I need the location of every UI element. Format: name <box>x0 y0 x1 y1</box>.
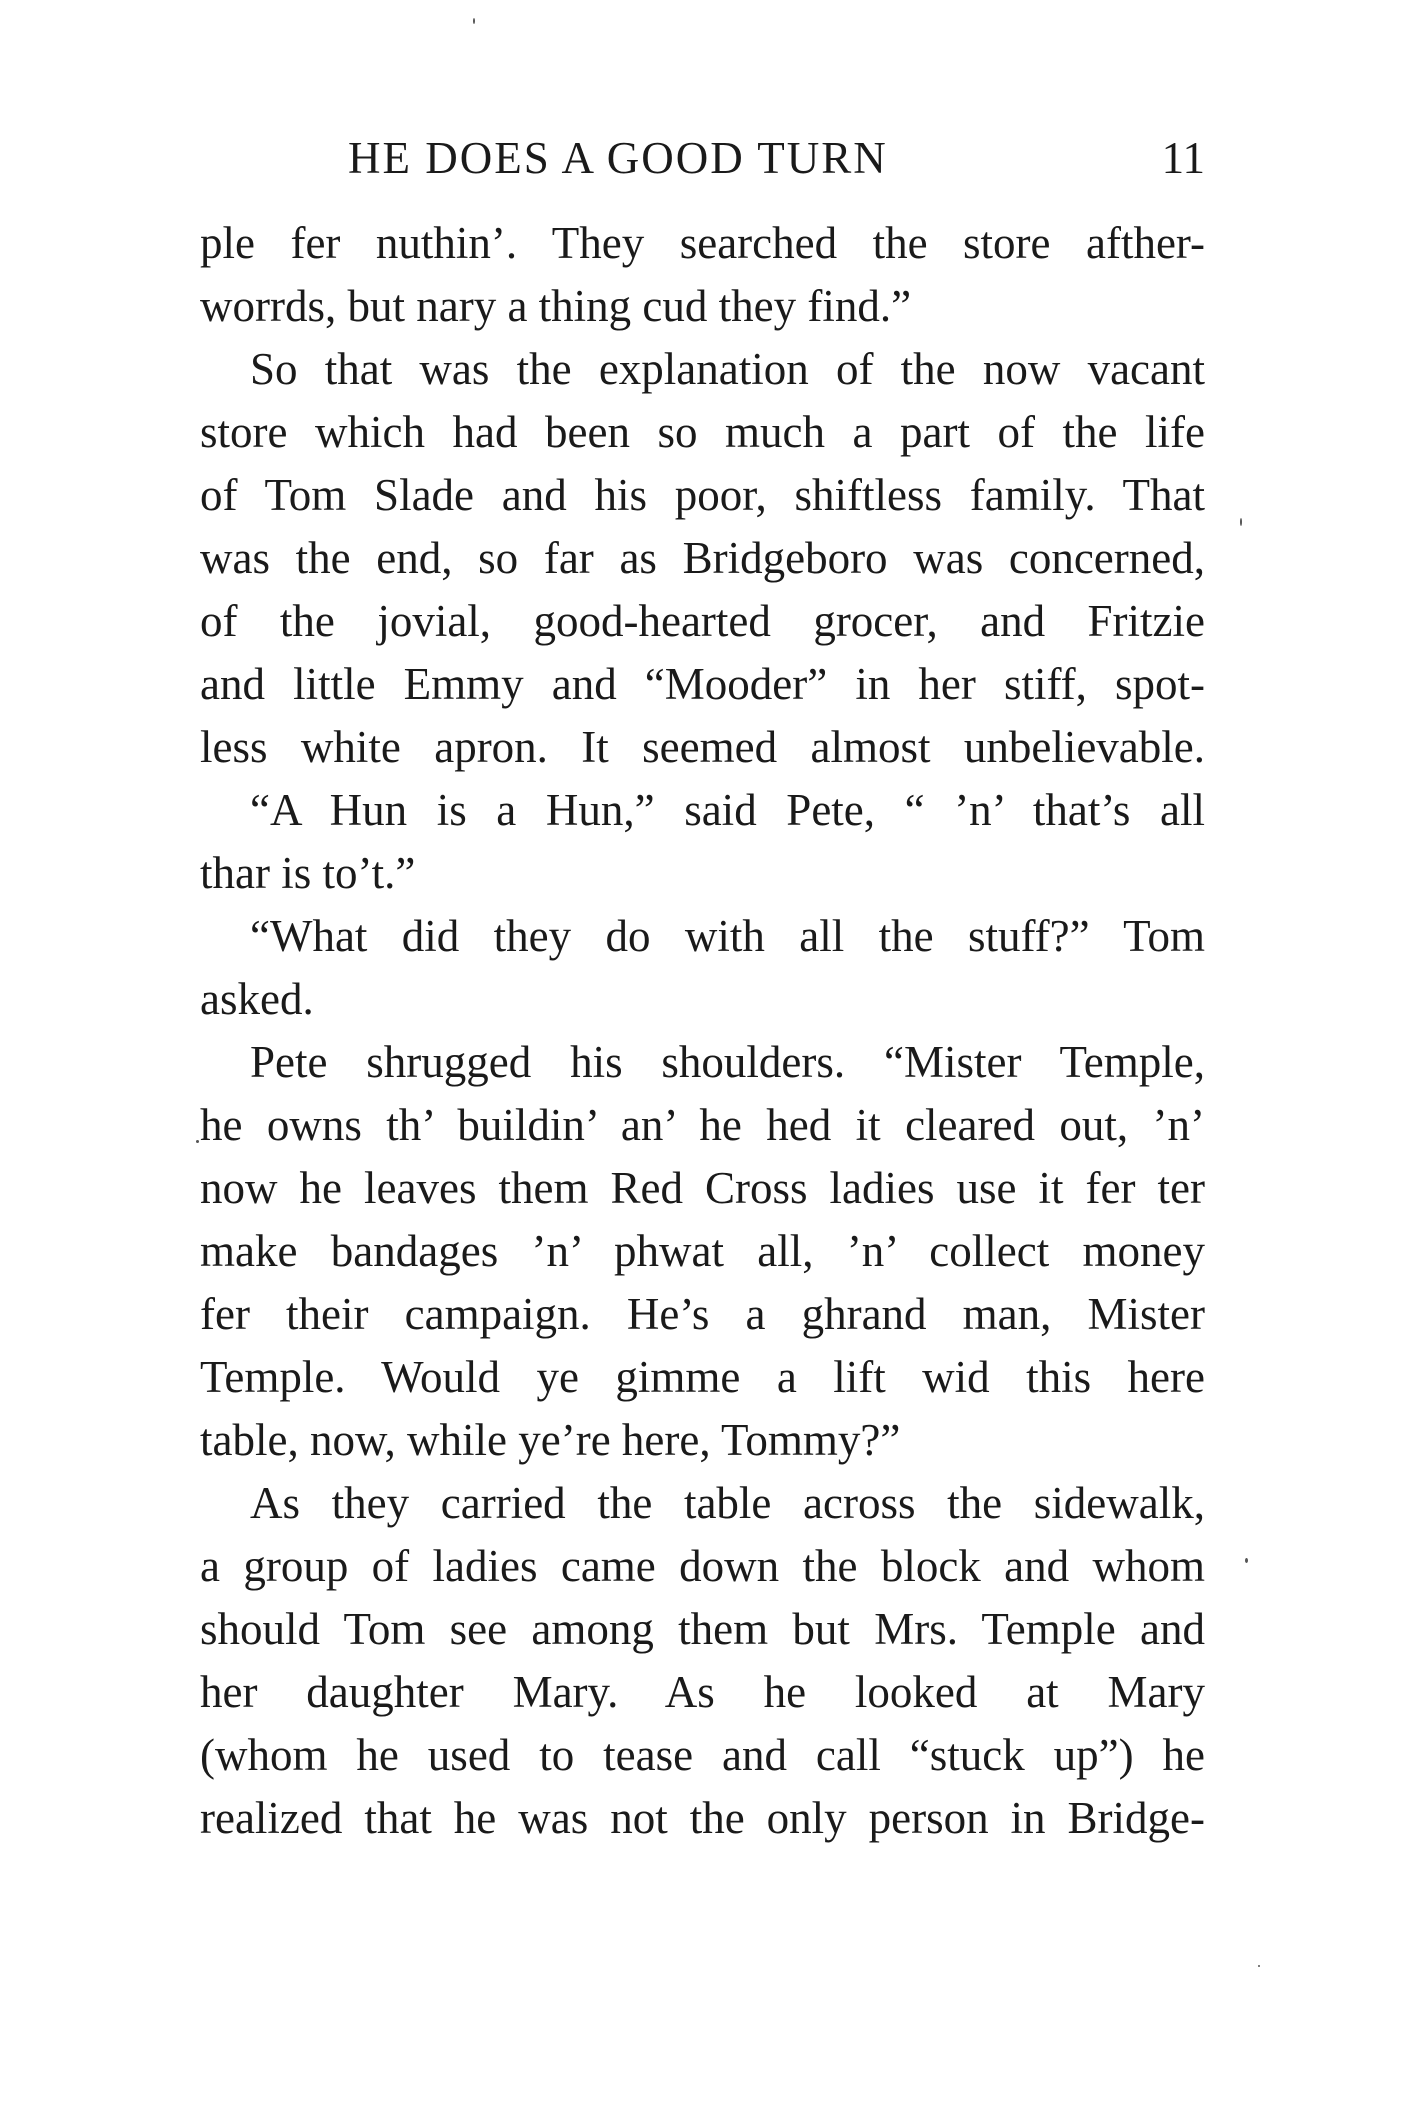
page-body <box>200 212 1205 1850</box>
text-line: fer their campaign. He’s a ghrand man, Mister <box>200 1289 1205 1339</box>
text-line: asked. <box>200 974 314 1024</box>
text-line: and little Emmy and “Mooder” in her stiff, spot- <box>200 659 1205 709</box>
text-line: a group of ladies came down the block and whom <box>200 1541 1205 1591</box>
text-line: (whom he used to tease and call “stuck up”) he <box>200 1730 1205 1780</box>
scan-speck <box>473 18 475 24</box>
scan-speck <box>1240 518 1242 526</box>
text-line: store which had been so much a part of the life <box>200 407 1205 457</box>
text-line: table, now, while ye’re here, Tommy?” <box>200 1415 901 1465</box>
text-line: “A Hun is a Hun,” said Pete, “ ’n’ that’s all <box>250 785 1205 835</box>
text-line: of Tom Slade and his poor, shiftless family. That <box>200 470 1205 520</box>
scan-speck <box>196 1140 199 1143</box>
text-line: was the end, so far as Bridgeboro was concerned, <box>200 533 1205 583</box>
text-line: So that was the explanation of the now vacant <box>250 344 1205 394</box>
text-line: Pete shrugged his shoulders. “Mister Temple, <box>250 1037 1205 1087</box>
text-line: of the jovial, good-hearted grocer, and Fritzie <box>200 596 1205 646</box>
text-line: should Tom see among them but Mrs. Temple and <box>200 1604 1205 1654</box>
text-line: make bandages ’n’ phwat all, ’n’ collect money <box>200 1226 1205 1276</box>
page-number: 11 <box>1161 133 1205 183</box>
text-line: worrds, but nary a thing cud they find.” <box>200 281 912 331</box>
text-line: her daughter Mary. As he looked at Mary <box>200 1667 1205 1717</box>
text-line: now he leaves them Red Cross ladies use it fer ter <box>200 1163 1205 1213</box>
text-line: less white apron. It seemed almost unbelievable. <box>200 722 1205 772</box>
scan-speck <box>1245 1558 1248 1563</box>
page-header <box>200 128 1205 188</box>
running-head: HE DOES A GOOD TURN <box>348 133 888 183</box>
scan-speck <box>1258 1965 1260 1967</box>
text-line: Temple. Would ye gimme a lift wid this here <box>200 1352 1205 1402</box>
text-line: ple fer nuthin’. They searched the store afther- <box>200 218 1205 268</box>
text-line: thar is to’t.” <box>200 848 416 898</box>
text-line: realized that he was not the only person in Bridge- <box>200 1793 1205 1843</box>
text-line: “What did they do with all the stuff?” Tom <box>250 911 1205 961</box>
text-line: As they carried the table across the sidewalk, <box>250 1478 1205 1528</box>
text-line: he owns th’ buildin’ an’ he hed it cleared out, ’n’ <box>200 1100 1205 1150</box>
